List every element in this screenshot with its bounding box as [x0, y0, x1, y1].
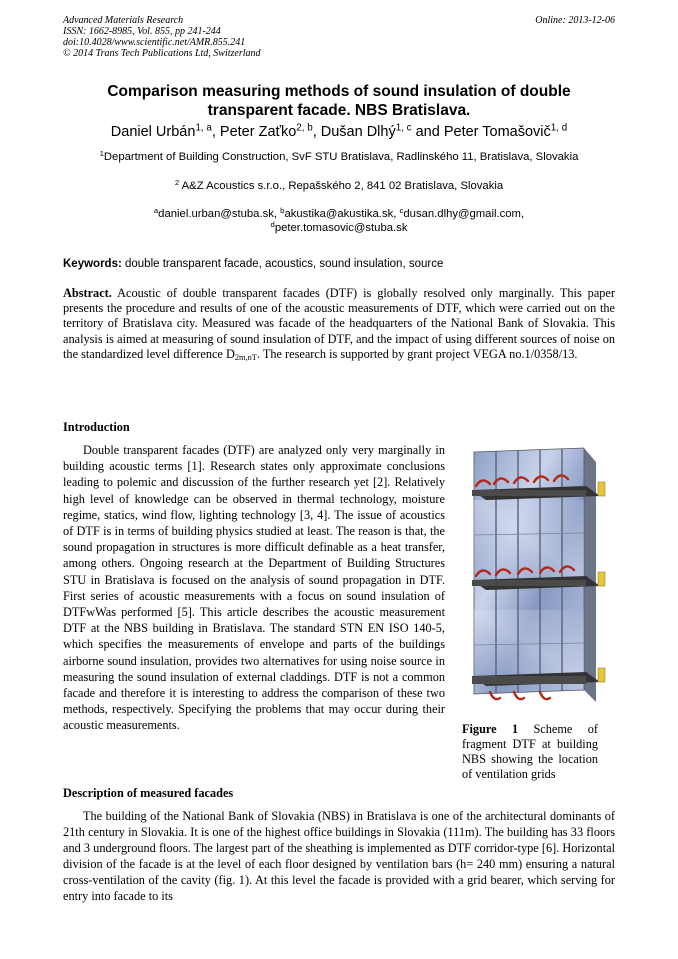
copyright: © 2014 Trans Tech Publications Ltd, Switzerland: [63, 48, 261, 59]
abstract-label: Abstract.: [63, 286, 112, 300]
issn: ISSN: 1662-8985, Vol. 855, pp 241-244: [63, 26, 221, 37]
author-name: Dušan Dlhý: [320, 124, 396, 140]
email-link[interactable]: akustika@akustika.sk,: [284, 208, 400, 220]
email-link[interactable]: dusan.dlhy@gmail.com,: [403, 208, 525, 220]
affiliation-1: $^1$Department of Building Construction, SvF STU Bratislava, Radlinského 11, Bratislava, Slovakia: [99, 148, 579, 163]
author-conjunction: and: [411, 124, 444, 140]
affiliation-2: $^2$ A&Z Acoustics s.r.o., Repašského 2, 841 02 Bratislava, Slovakia: [174, 177, 504, 192]
author-affiliation-mark: 1, a: [195, 122, 212, 134]
author-list: [63, 124, 615, 140]
paper-title-line-1: Comparison measuring methods of sound insulation of double: [107, 83, 571, 100]
author-affiliation-mark: 1, c: [395, 122, 412, 134]
keywords-label: Keywords:: [63, 258, 122, 270]
paper-title-line-2: transparent facade. NBS Bratislava.: [207, 102, 471, 119]
journal-name: Advanced Materials Research: [63, 15, 184, 26]
description-body: The building of the National Bank of Slovakia (NBS) in Bratislava is one of the architectural dominants of 21th century in Slovakia. It is one of the highest office buildings in Slovakia (111m). The building has 33 floors and 3 underground floors. The largest part of the sheathing is implemented as DTF corridor-type [6]. Horizontal division of the facade is at the level of each floor designed by ventilation bars (h= 240 mm) ensuring a natural cross-ventilation of the cavity (fig. 1). At this level the facade is provided with a grid bearer, which serving for entry into facade to its: [63, 809, 615, 904]
author-separator: ,: [312, 124, 321, 140]
author-name: Peter Tomašovič: [443, 124, 551, 140]
journal-header: [63, 15, 261, 59]
keywords: [63, 258, 443, 270]
author-emails: [63, 207, 615, 235]
author-name: Peter Zaťko: [219, 124, 297, 140]
author-separator: ,: [211, 124, 220, 140]
section-heading-description: Description of measured facades: [63, 786, 234, 800]
author-name: Daniel Urbán: [110, 124, 196, 140]
doi: doi:10.4028/www.scientific.net/AMR.855.241: [63, 37, 246, 48]
email-line-1: $^a$daniel.urban@stuba.sk, $^b$akustika@akustika.sk, $^c$dusan.dlhy@gmail.com,: [153, 205, 525, 220]
email-link[interactable]: daniel.urban@stuba.sk,: [158, 208, 281, 220]
email-link[interactable]: peter.tomasovic@stuba.sk: [274, 222, 408, 234]
abstract: Abstract. Acoustic of double transparent facades (DTF) is globally resolved only marginally. This paper presents the procedure and results of one of the acoustic measurements of DTF, which were carried out on the territory of Bratislava city. Measured was facade of the headquarters of the National Bank of Slovakia. This analysis is aimed at measuring of sound insulation of DTF, and the impact of using different sources of noise on the standardized level difference $D_{2m,nT}$. The research is supported by grant project VEGA no.1/0358/13.: [63, 286, 615, 362]
grid-bearer-brackets: [598, 482, 605, 682]
email-line-2: $^d$peter.tomasovic@stuba.sk: [270, 219, 408, 234]
figure-label: Figure 1: [462, 722, 519, 736]
introduction-body: Double transparent facades (DTF) are analyzed only very marginally in building acoustic terms [1]. Research states only approximate conclusions leading to polemic and discussion of the further research yet [2]. Relatively high level of knowledge can be observed in thermal technology, moisture regime, statics, wind flow, lighting technology [3, 4]. The issue of acoustics of DTF is in terms of building physics studied at least. The reason is that, the sound propagation in structures is more difficult definable as a heat transfer, among others. Ongoing research at the Department of Building Structures STU in Bratislava is focused on the analysis of sound propagation in DTF. First series of acoustic measurements with a focus on sound insulation of DTFwWas performed [5]. This article describes the acoustic measurement DTF at the NBS building in Bratislava. The standard STN EN ISO 140-5, which specifies the measurements of envelope and parts of the buildings airborne sound insulation, provides two alternatives for using noise source in measuring the sound insulation of external claddings. DTF is not a common facade and therefore it is interesting to address the comparison of these two methods, respectively. Specifying the problems that may occur during their acoustic measurements.: [63, 443, 445, 733]
facade-scheme-figure: [462, 440, 612, 715]
figure-caption: Figure 1 Scheme of fragment DTF at building NBS showing the location of ventilation grids: [462, 722, 598, 781]
paper-title: [63, 82, 615, 120]
online-date: Online: 2013-12-06: [535, 15, 615, 26]
introduction-heading: Introduction: [63, 420, 130, 434]
author-affiliation-mark: 1, d: [550, 122, 568, 134]
keywords-text: double transparent facade, acoustics, sound insulation, source: [121, 258, 444, 270]
author-affiliation-mark: 2, b: [296, 122, 313, 134]
